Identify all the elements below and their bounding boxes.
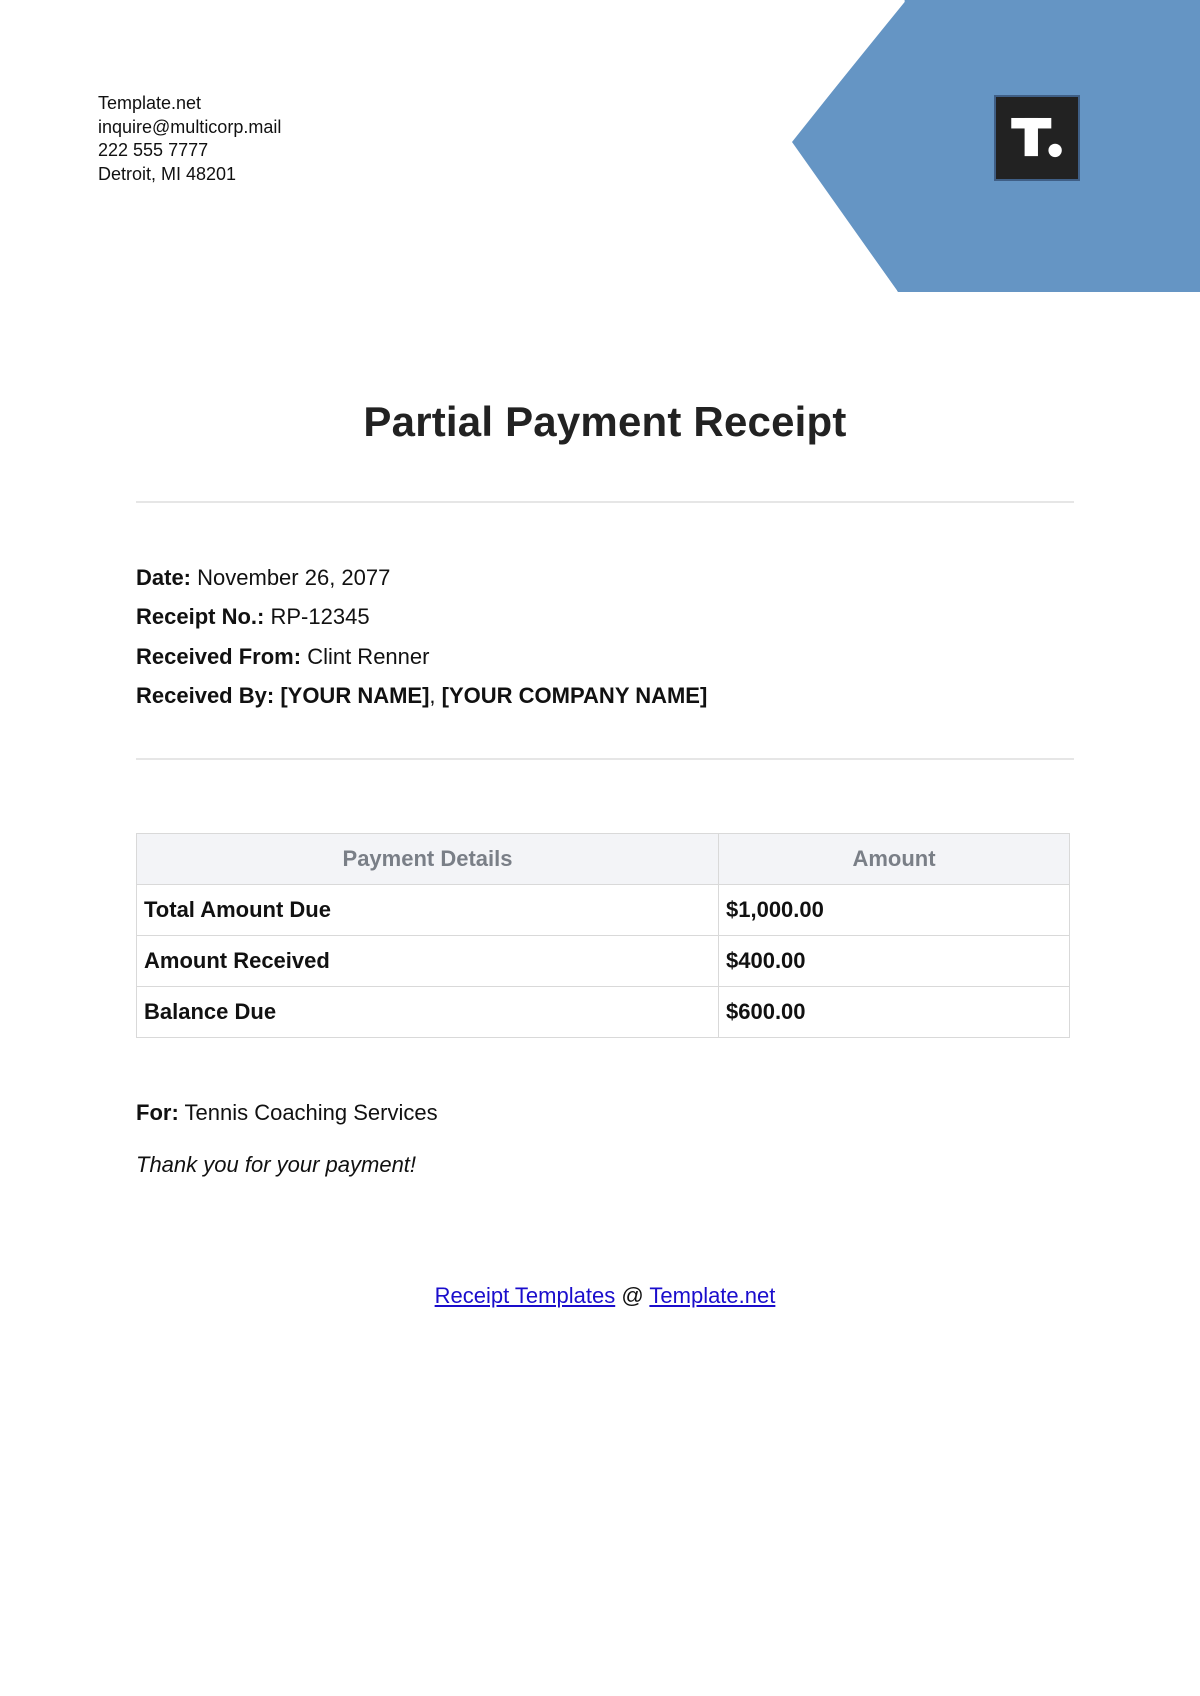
company-contact-block	[98, 92, 281, 186]
receipt-details	[136, 558, 707, 715]
template-net-link[interactable]: Template.net	[649, 1283, 776, 1308]
footer	[0, 1283, 1200, 1309]
column-header-amount: Amount	[719, 834, 1070, 885]
received-by-separator: ,	[429, 682, 436, 708]
table-row	[137, 885, 1070, 936]
divider	[136, 501, 1074, 503]
row-amount: $400.00	[719, 936, 1070, 987]
row-label: Total Amount Due	[137, 885, 719, 936]
received-by-label: Received By:	[136, 682, 275, 708]
row-amount: $1,000.00	[719, 885, 1070, 936]
receipt-number-label: Receipt No.:	[136, 604, 265, 630]
for-value: Tennis Coaching Services	[184, 1100, 438, 1125]
row-label: Amount Received	[137, 936, 719, 987]
payment-table	[136, 833, 1070, 1038]
received-by-company: [YOUR COMPANY NAME]	[441, 682, 708, 708]
date-line	[136, 558, 707, 597]
table-header-row	[137, 834, 1070, 885]
company-name: Template.net	[98, 93, 202, 113]
for-label: For:	[136, 1100, 179, 1125]
received-from-value: Clint Renner	[307, 643, 430, 669]
column-header-payment-details: Payment Details	[137, 834, 719, 885]
page-title: Partial Payment Receipt	[363, 398, 847, 445]
divider	[136, 758, 1074, 760]
date-value: November 26, 2077	[197, 565, 391, 590]
received-from-line	[136, 637, 707, 676]
received-from-label: Received From:	[136, 643, 302, 669]
receipt-number-line	[136, 597, 707, 636]
footer-separator: @	[621, 1283, 644, 1308]
received-by-line	[136, 676, 707, 715]
row-label: Balance Due	[137, 987, 719, 1038]
company-address: Detroit, MI 48201	[98, 163, 237, 184]
for-line	[136, 1100, 438, 1126]
table-row	[137, 987, 1070, 1038]
row-amount: $600.00	[719, 987, 1070, 1038]
received-by-name: [YOUR NAME]	[280, 682, 430, 708]
template-logo-icon	[994, 95, 1080, 181]
company-phone: 222 555 7777	[98, 140, 209, 160]
receipt-templates-link[interactable]: Receipt Templates	[434, 1283, 616, 1308]
table-row	[137, 936, 1070, 987]
thank-you-note: Thank you for your payment!	[136, 1152, 417, 1177]
receipt-number-value: RP-12345	[270, 604, 370, 630]
date-label: Date:	[136, 565, 192, 590]
company-email: inquire@multicorp.mail	[98, 116, 282, 137]
